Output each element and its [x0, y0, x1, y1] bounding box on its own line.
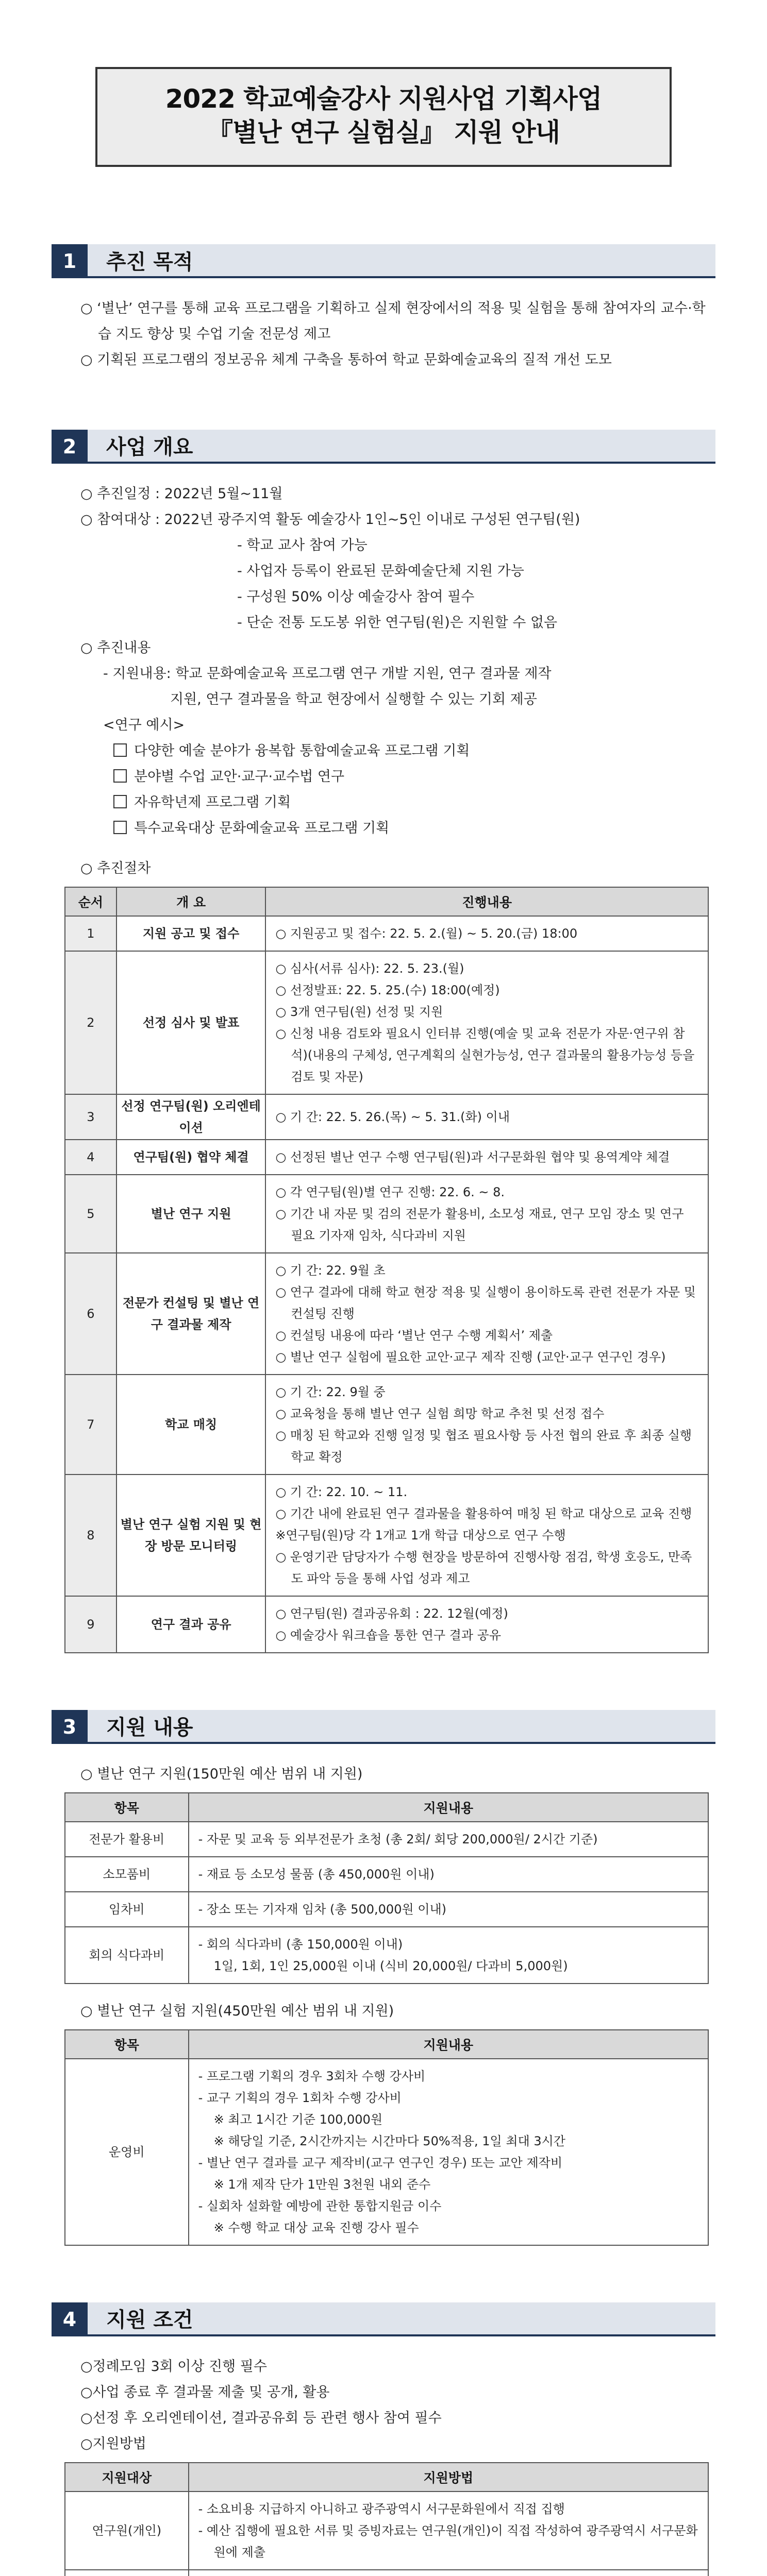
support-sub-head: ○ 별난 연구 지원(150만원 예산 범위 내 지원) [80, 1766, 363, 1782]
target-sub: - 학교 교사 참여 가능 [237, 537, 368, 553]
table-cell-value [189, 2059, 708, 2245]
step-number: 3 [65, 1094, 116, 1140]
method-head: ○지원방법 [80, 2435, 146, 2452]
target-sub: - 구성원 50% 이상 예술강사 참여 필수 [237, 588, 475, 605]
step-detail-line: ○ 매칭 된 학교와 진행 일정 및 협조 필요사항 등 사전 협의 완료 후 최종 실행학교 확정 [275, 1428, 692, 1464]
checkbox-icon [113, 821, 127, 834]
step-number: 8 [65, 1475, 116, 1596]
table-cell-value [189, 1822, 708, 1857]
step-details [265, 1375, 708, 1475]
purpose-item: ○ 기획된 프로그램의 정보공유 체계 구축을 통하여 학교 문화예술교육의 질적 개선 도모 [80, 351, 612, 368]
step-number: 9 [65, 1596, 116, 1653]
column-header: 진행내용 [265, 887, 708, 916]
title-box [95, 67, 672, 167]
condition-item: ○선정 후 오리엔테이션, 결과공유회 등 관련 행사 참여 필수 [80, 2410, 442, 2426]
section-header [52, 430, 715, 464]
step-detail-line: ○ 신청 내용 검토와 필요시 인터뷰 진행(예술 및 교육 전문가 자문·연구위 참석)(내용의 구체성, 연구계획의 실현가능성, 연구 결과물의 활용가능성 등을 검토 및 자문) [275, 1026, 695, 1084]
table-row [65, 951, 708, 1094]
checkbox-icon [113, 795, 127, 808]
section-header [52, 244, 715, 278]
checkbox-icon [113, 743, 127, 757]
step-detail-line: ○ 별난 연구 실험에 필요한 교안·교구 제작 진행 (교안·교구 연구인 경우) [275, 1349, 666, 1364]
table-row [65, 2059, 708, 2245]
value-line: - 자문 및 교육 등 외부전문가 초청 (총 2회/ 회당 200,000원/ 2시간 기준) [198, 1832, 598, 1846]
step-number: 5 [65, 1175, 116, 1253]
table-row [65, 1253, 708, 1375]
step-details [265, 1140, 708, 1175]
section-number: 3 [52, 1710, 88, 1744]
step-details [265, 916, 708, 951]
column-header: 지원내용 [189, 1793, 708, 1822]
example-head: <연구 예시> [103, 717, 185, 734]
step-number: 4 [65, 1140, 116, 1175]
procedure-head: ○ 추진절차 [80, 860, 151, 876]
section-title: 사업 개요 [88, 430, 715, 464]
support-sub-head: ○ 별난 연구 실험 지원(450만원 예산 범위 내 지원) [80, 2003, 394, 2019]
step-detail-line: ○ 기 간: 22. 9월 초 [275, 1263, 386, 1278]
step-detail-line: ○ 심사(서류 심사): 22. 5. 23.(월) [275, 961, 464, 976]
column-header: 항목 [65, 2030, 189, 2059]
value-line: - 프로그램 기획의 경우 3회차 수행 강사비 [198, 2069, 426, 2083]
step-name: 연구팀(원) 협약 체결 [116, 1140, 266, 1175]
step-detail-line: ○ 기 간: 22. 10. ~ 11. [275, 1484, 408, 1499]
step-detail-line: ○ 3개 연구팀(원) 선정 및 지원 [275, 1004, 443, 1019]
step-detail-line: ※연구팀(원)당 각 1개교 1개 학급 대상으로 연구 수행 [275, 1528, 566, 1543]
table-row [65, 1475, 708, 1596]
step-name: 선정 연구팀(원) 오리엔테이션 [116, 1094, 266, 1140]
example-item: 다양한 예술 분야가 융복합 통합예술교육 프로그램 기획 [52, 738, 715, 764]
step-details [265, 1475, 708, 1596]
table-cell-key: 전문가 활용비 [65, 1822, 189, 1857]
column-header: 순서 [65, 887, 116, 916]
section-title: 추진 목적 [88, 244, 715, 278]
target-sub: - 단순 전통 도도봉 위한 연구팀(원)은 지원할 수 없음 [237, 614, 558, 631]
section-title: 지원 내용 [88, 1710, 715, 1744]
method-table [64, 2462, 709, 2576]
step-detail-line: ○ 컨설팅 내용에 따라 ‘별난 연구 수행 계획서’ 제출 [275, 1328, 553, 1343]
value-line: - 장소 또는 기자재 임차 (총 500,000원 이내) [198, 1902, 447, 1917]
table-row [65, 2492, 708, 2570]
table-row [65, 1596, 708, 1653]
table-row [65, 1857, 708, 1892]
table-row [65, 916, 708, 951]
table-cell-key: 소모품비 [65, 1857, 189, 1892]
step-detail-line: ○ 운영기관 담당자가 수행 현장을 방문하여 진행사항 점검, 학생 호응도, 만족도 파악 등을 통해 사업 성과 제고 [275, 1549, 692, 1586]
table-cell-value [189, 1927, 708, 1984]
table-row [65, 1140, 708, 1175]
step-detail-line: ○ 기간 내에 완료된 연구 결과물을 활용하여 매칭 된 학교 대상으로 교육 진행 [275, 1506, 692, 1521]
step-details [265, 1175, 708, 1253]
value-line: - 별난 연구 결과를 교구 제작비(교구 연구인 경우) 또는 교안 제작비 [198, 2155, 563, 2170]
step-detail-line: ○ 지원공고 및 접수: 22. 5. 2.(월) ~ 5. 20.(금) 18:00 [275, 926, 578, 941]
section-number: 1 [52, 244, 88, 278]
table-cell-value [189, 1857, 708, 1892]
step-details [265, 1596, 708, 1653]
step-detail-line: ○ 교육청을 통해 별난 연구 실험 희망 학교 추천 및 선정 접수 [275, 1406, 605, 1421]
section-conditions [52, 2302, 715, 2576]
table-row [65, 1892, 708, 1927]
step-detail-line: ○ 예술강사 워크숍을 통한 연구 결과 공유 [275, 1628, 502, 1642]
table-row [65, 1094, 708, 1140]
example-item: 특수교육대상 문화예술교육 프로그램 기획 [52, 816, 715, 841]
step-details [265, 1253, 708, 1375]
step-detail-line: ○ 선정된 별난 연구 수행 연구팀(원)과 서구문화원 협약 및 용역계약 체결 [275, 1149, 670, 1164]
value-line: - 교구 기획의 경우 1회차 수행 강사비 [198, 2090, 402, 2105]
step-details [265, 951, 708, 1094]
table-cell-value [189, 2570, 708, 2576]
value-line: ※ 최고 1시간 기준 100,000원 [213, 2112, 383, 2127]
section-header [52, 1710, 715, 1744]
step-detail-line: ○ 선정발표: 22. 5. 25.(수) 18:00(예정) [275, 982, 500, 997]
condition-item: ○사업 종료 후 결과물 제출 및 공개, 활용 [80, 2384, 330, 2400]
step-name: 별난 연구 실험 지원 및 현장 방문 모니터링 [116, 1475, 266, 1596]
section-number: 4 [52, 2302, 88, 2336]
column-header: 지원내용 [189, 2030, 708, 2059]
step-number: 6 [65, 1253, 116, 1375]
value-line: - 예산 집행에 필요한 서류 및 증빙자료는 연구원(개인)이 직접 작성하여 광주광역시 서구문화원에 제출 [198, 2523, 698, 2560]
table-row [65, 2570, 708, 2576]
section-overview [52, 430, 715, 1653]
page-subtitle: 『별난 연구 실험실』 지원 안내 [207, 117, 560, 147]
table-row [65, 1175, 708, 1253]
column-header: 지원대상 [65, 2463, 189, 2492]
schedule-text: ○ 추진일정 : 2022년 5월~11월 [80, 485, 283, 502]
table-row [65, 1822, 708, 1857]
purpose-item: ○ ‘별난’ 연구를 통해 교육 프로그램을 기획하고 실제 현장에서의 적용 및 실험을 통해 참여자의 교수·학습 지도 향상 및 수업 기술 전문성 제고 [80, 300, 706, 342]
step-name: 별난 연구 지원 [116, 1175, 266, 1253]
column-header: 개 요 [116, 887, 266, 916]
step-name: 학교 매칭 [116, 1375, 266, 1475]
column-header: 지원방법 [189, 2463, 708, 2492]
step-number: 2 [65, 951, 116, 1094]
step-detail-line: ○ 연구팀(원) 결과공유회 : 22. 12월(예정) [275, 1606, 508, 1621]
section-number: 2 [52, 430, 88, 464]
step-detail-line: ○ 각 연구팀(원)별 연구 진행: 22. 6. ~ 8. [275, 1184, 505, 1199]
research-support-table [64, 1792, 709, 1984]
section-purpose [52, 244, 715, 373]
content-line: - 지원내용: 학교 문화예술교육 프로그램 연구 개발 지원, 연구 결과물 제작 [103, 666, 552, 682]
condition-item: ○정례모임 3회 이상 진행 필수 [80, 2358, 267, 2375]
table-row [65, 1375, 708, 1475]
section-header [52, 2302, 715, 2336]
table-cell-key: 연구원(개인) [65, 2492, 189, 2570]
table-cell-key: 운영비 [65, 2059, 189, 2245]
step-number: 1 [65, 916, 116, 951]
step-detail-line: ○ 기 간: 22. 5. 26.(목) ~ 5. 31.(화) 이내 [275, 1109, 510, 1124]
step-name: 지원 공고 및 접수 [116, 916, 266, 951]
table-row [65, 1927, 708, 1984]
value-line: - 재료 등 소모성 물품 (총 450,000원 이내) [198, 1867, 435, 1882]
content-line: 지원, 연구 결과물을 학교 현장에서 실행할 수 있는 기회 제공 [170, 691, 537, 708]
value-line: ※ 해당일 기준, 2시간까지는 시간마다 50%적용, 1일 최대 3시간 [213, 2133, 565, 2148]
page-title: 2022 학교예술강사 지원사업 기획사업 [165, 84, 602, 114]
table-cell-key: 임차비 [65, 1892, 189, 1927]
step-name: 전문가 컨설팅 및 별난 연구 결과물 제작 [116, 1253, 266, 1375]
column-header: 항목 [65, 1793, 189, 1822]
section-support [52, 1710, 715, 2246]
table-cell-value [189, 2492, 708, 2570]
value-line: - 실회차 설화할 예방에 관한 통합지원금 이수 [198, 2198, 442, 2213]
table-cell-value [189, 1892, 708, 1927]
value-line: - 회의 식다과비 (총 150,000원 이내) [198, 1937, 403, 1952]
target-sub: - 사업자 등록이 완료된 문화예술단체 지원 가능 [237, 563, 524, 579]
table-cell-key: 회의 식다과비 [65, 1927, 189, 1984]
value-line: - 소요비용 지급하지 아니하고 광주광역시 서구문화원에서 직접 집행 [198, 2501, 565, 2516]
section-title: 지원 조건 [88, 2302, 715, 2336]
content-head: ○ 추진내용 [80, 640, 151, 656]
step-number: 7 [65, 1375, 116, 1475]
procedure-table [64, 887, 709, 1653]
step-name: 연구 결과 공유 [116, 1596, 266, 1653]
step-detail-line: ○ 기간 내 자문 및 검의 전문가 활용비, 소모성 재료, 연구 모임 장소 및 연구 필요 기자재 임차, 식다과비 지원 [275, 1206, 684, 1243]
step-name: 선정 심사 및 발표 [116, 951, 266, 1094]
example-item: 자유학년제 프로그램 기획 [52, 790, 715, 816]
experiment-support-table [64, 2029, 709, 2246]
value-line: ※ 수행 학교 대상 교육 진행 강사 필수 [213, 2220, 419, 2235]
step-details [265, 1094, 708, 1140]
table-cell-key [65, 2570, 189, 2576]
target-text: ○ 참여대상 : 2022년 광주지역 활동 예술강사 1인~5인 이내로 구성된 연구팀(원) [80, 511, 580, 528]
step-detail-line: ○ 기 간: 22. 9월 중 [275, 1384, 386, 1399]
value-line: 1일, 1회, 1인 25,000원 이내 (식비 20,000원/ 다과비 5,000원) [213, 1958, 568, 1973]
step-detail-line: ○ 연구 결과에 대해 학교 현장 적용 및 실행이 용이하도록 관련 전문가 자문 및 컨설팅 진행 [275, 1284, 696, 1321]
value-line: ※ 1개 제작 단가 1만원 3천원 내외 준수 [213, 2177, 431, 2192]
checkbox-icon [113, 769, 127, 783]
example-item: 분야별 수업 교안·교구·교수법 연구 [52, 764, 715, 790]
